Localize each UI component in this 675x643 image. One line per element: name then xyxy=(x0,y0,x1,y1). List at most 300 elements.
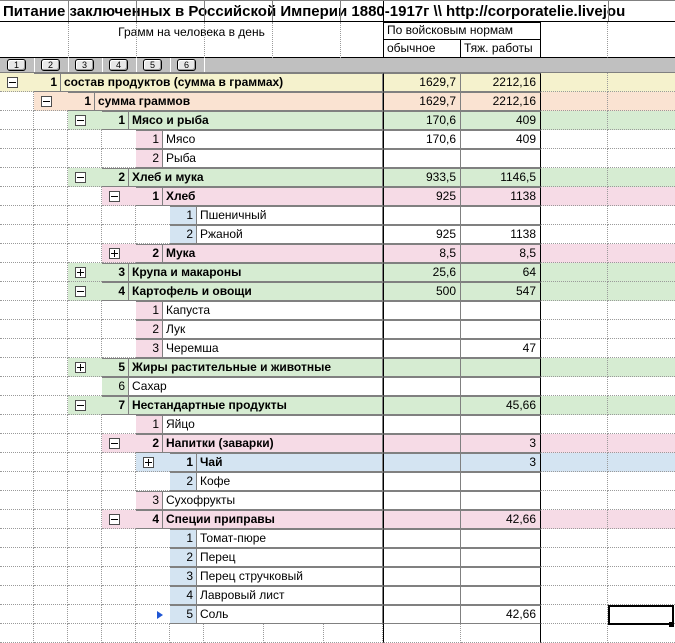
value-cell-normal[interactable] xyxy=(383,377,461,396)
empty-cell[interactable] xyxy=(541,415,608,434)
empty-cell[interactable] xyxy=(608,244,675,263)
empty-cell[interactable] xyxy=(608,282,675,301)
outline-gutter-cell xyxy=(0,434,34,453)
table-row[interactable] xyxy=(0,377,675,396)
row-label-cell[interactable]: Томат-пюре xyxy=(197,529,383,548)
value-cell-hard-labor[interactable] xyxy=(461,415,541,434)
value-cell-normal[interactable] xyxy=(383,453,461,472)
row-label-cell[interactable]: Крупа и макароны xyxy=(129,263,383,282)
row-index-cell[interactable]: 6 xyxy=(102,377,129,396)
row-index-cell[interactable]: 5 xyxy=(102,358,129,377)
collapse-group-icon[interactable] xyxy=(109,514,120,525)
row-index-cell[interactable]: 2 xyxy=(102,168,129,187)
table-row[interactable] xyxy=(0,472,675,491)
empty-cell[interactable] xyxy=(541,282,608,301)
outline-gutter-cell xyxy=(102,301,136,320)
empty-cell[interactable] xyxy=(541,263,608,282)
outline-gutter-cell xyxy=(68,415,102,434)
value-cell-hard-labor[interactable] xyxy=(461,472,541,491)
empty-cell[interactable] xyxy=(264,624,324,643)
row-label-cell[interactable]: Перец стручковый xyxy=(197,567,383,586)
row-index-cell[interactable]: 2 xyxy=(170,225,197,244)
outline-level-button-1[interactable]: 1 xyxy=(7,59,26,71)
outline-level-button-4[interactable]: 4 xyxy=(109,59,128,71)
outline-gutter-cell xyxy=(0,168,34,187)
table-row[interactable] xyxy=(0,529,675,548)
header-gridline xyxy=(136,22,137,58)
outline-level-button-3[interactable]: 3 xyxy=(75,59,94,71)
row-index-cell[interactable]: 1 xyxy=(136,130,163,149)
value-cell-normal[interactable] xyxy=(383,567,461,586)
outline-gutter-cell xyxy=(34,396,68,415)
outline-gutter-cell xyxy=(34,149,68,168)
value-cell-hard-labor[interactable]: 2212,16 xyxy=(461,73,541,92)
table-row[interactable] xyxy=(0,282,675,301)
value-cell-normal[interactable]: 25,6 xyxy=(383,263,461,282)
row-index-cell[interactable]: 3 xyxy=(136,491,163,510)
empty-cell[interactable] xyxy=(102,624,136,643)
empty-cell[interactable] xyxy=(541,301,608,320)
empty-cell[interactable] xyxy=(541,92,608,111)
value-cell-hard-labor[interactable]: 409 xyxy=(461,111,541,130)
table-row[interactable] xyxy=(0,320,675,339)
row-index-cell[interactable]: 1 xyxy=(170,529,197,548)
empty-cell[interactable] xyxy=(608,206,675,225)
empty-cell[interactable] xyxy=(608,73,675,92)
outline-gutter-cell xyxy=(102,149,136,168)
outline-gutter-cell xyxy=(0,130,34,149)
row-index-cell[interactable]: 2 xyxy=(136,320,163,339)
empty-cell[interactable] xyxy=(608,111,675,130)
collapse-group-icon[interactable] xyxy=(109,191,120,202)
value-cell-hard-labor[interactable]: 42,66 xyxy=(461,605,541,624)
outline-gutter-cell xyxy=(68,491,102,510)
value-cell-normal[interactable]: 925 xyxy=(383,187,461,206)
empty-cell[interactable] xyxy=(541,377,608,396)
empty-cell[interactable] xyxy=(608,225,675,244)
table-row[interactable] xyxy=(0,548,675,567)
row-label-cell[interactable]: Соль xyxy=(197,605,383,624)
row-label-cell[interactable]: Мясо и рыба xyxy=(129,111,383,130)
value-cell-hard-labor[interactable] xyxy=(461,491,541,510)
empty-cell[interactable] xyxy=(608,472,675,491)
empty-cell[interactable] xyxy=(541,548,608,567)
value-cell-normal[interactable] xyxy=(383,149,461,168)
empty-cell[interactable] xyxy=(541,434,608,453)
value-cell-hard-labor[interactable]: 3 xyxy=(461,453,541,472)
outline-gutter-cell xyxy=(0,282,34,301)
outline-gutter-cell xyxy=(34,320,68,339)
value-cell-normal[interactable] xyxy=(383,605,461,624)
row-index-cell[interactable]: 1 xyxy=(170,453,197,472)
value-cell-normal[interactable] xyxy=(383,396,461,415)
empty-cell[interactable] xyxy=(541,320,608,339)
row-label-cell[interactable]: сумма граммов xyxy=(95,92,383,111)
value-cell-normal[interactable]: 1629,7 xyxy=(383,92,461,111)
outline-level-button-2[interactable]: 2 xyxy=(41,59,60,71)
collapse-group-icon[interactable] xyxy=(7,77,18,88)
row-label-cell[interactable]: Капуста xyxy=(163,301,383,320)
value-cell-normal[interactable] xyxy=(383,301,461,320)
outline-gutter-cell xyxy=(136,472,170,491)
outline-gutter-cell xyxy=(0,206,34,225)
empty-cell[interactable] xyxy=(608,624,675,643)
empty-cell[interactable] xyxy=(541,168,608,187)
header-empty-cell xyxy=(541,22,608,58)
empty-cell[interactable] xyxy=(608,434,675,453)
table-row[interactable] xyxy=(0,358,675,377)
fill-handle[interactable] xyxy=(669,622,674,627)
empty-cell[interactable] xyxy=(541,358,608,377)
collapse-group-icon[interactable] xyxy=(109,438,120,449)
header-gridline xyxy=(204,22,205,58)
value-cell-hard-labor[interactable]: 1146,5 xyxy=(461,168,541,187)
table-row[interactable] xyxy=(0,339,675,358)
row-label-cell[interactable]: Перец xyxy=(197,548,383,567)
empty-cell[interactable] xyxy=(608,491,675,510)
row-label-cell[interactable]: Пшеничный xyxy=(197,206,383,225)
empty-cell[interactable] xyxy=(541,396,608,415)
table-row[interactable] xyxy=(0,434,675,453)
outline-gutter-cell xyxy=(0,377,34,396)
value-cell-hard-labor[interactable]: 547 xyxy=(461,282,541,301)
value-cell-normal[interactable] xyxy=(383,510,461,529)
empty-cell[interactable] xyxy=(608,187,675,206)
empty-cell[interactable] xyxy=(608,301,675,320)
value-cell-hard-labor[interactable] xyxy=(461,206,541,225)
outline-gutter-cell xyxy=(136,225,170,244)
empty-cell[interactable] xyxy=(541,453,608,472)
value-cell-normal[interactable] xyxy=(383,206,461,225)
outline-gutter-cell xyxy=(136,206,170,225)
collapse-group-icon[interactable] xyxy=(75,400,86,411)
row-index-cell[interactable]: 3 xyxy=(102,263,129,282)
row-label-cell[interactable]: Ржаной xyxy=(197,225,383,244)
value-cell-hard-labor[interactable] xyxy=(461,358,541,377)
row-label-cell[interactable]: Хлеб и мука xyxy=(129,168,383,187)
outline-gutter-cell xyxy=(68,301,102,320)
table-row[interactable] xyxy=(0,453,675,472)
empty-cell[interactable] xyxy=(608,586,675,605)
outline-gutter-cell xyxy=(68,130,102,149)
expand-group-icon[interactable] xyxy=(109,248,120,259)
value-cell-normal[interactable]: 925 xyxy=(383,225,461,244)
value-cell-hard-labor[interactable]: 64 xyxy=(461,263,541,282)
value-cell-hard-labor[interactable]: 2212,16 xyxy=(461,92,541,111)
value-cell-normal[interactable] xyxy=(383,339,461,358)
empty-cell[interactable] xyxy=(541,206,608,225)
empty-cell[interactable] xyxy=(383,624,461,643)
empty-cell[interactable] xyxy=(541,529,608,548)
row-index-cell[interactable]: 4 xyxy=(136,510,163,529)
value-cell-hard-labor[interactable] xyxy=(461,586,541,605)
row-label-cell[interactable]: Специи приправы xyxy=(163,510,383,529)
expand-group-icon[interactable] xyxy=(75,267,86,278)
empty-cell[interactable] xyxy=(608,358,675,377)
value-cell-normal[interactable]: 500 xyxy=(383,282,461,301)
outline-toggle-cell xyxy=(136,605,170,624)
value-cell-normal[interactable]: 170,6 xyxy=(383,130,461,149)
empty-cell[interactable] xyxy=(170,624,204,643)
collapse-group-icon[interactable] xyxy=(75,172,86,183)
value-cell-normal[interactable]: 933,5 xyxy=(383,168,461,187)
outline-gutter-cell xyxy=(68,434,102,453)
empty-cell[interactable] xyxy=(608,92,675,111)
outline-gutter-cell xyxy=(68,529,102,548)
outline-gutter-cell xyxy=(34,225,68,244)
value-cell-normal[interactable] xyxy=(383,586,461,605)
value-cell-normal[interactable]: 8,5 xyxy=(383,244,461,263)
value-cell-hard-labor[interactable]: 45,66 xyxy=(461,396,541,415)
row-index-cell[interactable]: 1 xyxy=(102,111,129,130)
value-cell-normal[interactable]: 170,6 xyxy=(383,111,461,130)
empty-cell[interactable] xyxy=(541,567,608,586)
row-index-cell[interactable]: 2 xyxy=(136,434,163,453)
row-label-cell[interactable]: Напитки (заварки) xyxy=(163,434,383,453)
value-cell-normal[interactable] xyxy=(383,529,461,548)
table-row[interactable] xyxy=(0,225,675,244)
column-header-normal: обычное xyxy=(383,40,461,58)
value-cell-hard-labor[interactable] xyxy=(461,301,541,320)
outline-gutter-cell xyxy=(34,244,68,263)
value-cell-hard-labor[interactable]: 8,5 xyxy=(461,244,541,263)
empty-cell[interactable] xyxy=(541,187,608,206)
empty-cell[interactable] xyxy=(608,396,675,415)
row-label-cell[interactable]: Рыба xyxy=(163,149,383,168)
row-label-cell[interactable]: Кофе xyxy=(197,472,383,491)
row-label-cell[interactable]: Сухофрукты xyxy=(163,491,383,510)
value-cell-hard-labor[interactable]: 1138 xyxy=(461,225,541,244)
value-cell-hard-labor[interactable]: 409 xyxy=(461,130,541,149)
row-label-cell[interactable]: Лавровый лист xyxy=(197,586,383,605)
empty-cell[interactable] xyxy=(34,624,68,643)
empty-cell[interactable] xyxy=(541,73,608,92)
row-index-cell[interactable]: 2 xyxy=(136,244,163,263)
outline-gutter-cell xyxy=(0,567,34,586)
value-cell-hard-labor[interactable]: 47 xyxy=(461,339,541,358)
outline-gutter-cell xyxy=(34,491,68,510)
empty-cell[interactable] xyxy=(608,377,675,396)
empty-cell[interactable] xyxy=(541,130,608,149)
value-cell-hard-labor[interactable] xyxy=(461,548,541,567)
row-label-cell[interactable]: Мука xyxy=(163,244,383,263)
table-row[interactable] xyxy=(0,586,675,605)
empty-cell[interactable] xyxy=(541,149,608,168)
collapse-group-icon[interactable] xyxy=(75,286,86,297)
row-index-cell[interactable]: 3 xyxy=(170,567,197,586)
value-cell-normal[interactable] xyxy=(383,434,461,453)
table-row[interactable] xyxy=(0,187,675,206)
empty-cell[interactable] xyxy=(541,605,608,624)
row-index-cell[interactable]: 7 xyxy=(102,396,129,415)
empty-cell[interactable] xyxy=(608,510,675,529)
table-row[interactable] xyxy=(0,168,675,187)
value-cell-hard-labor[interactable] xyxy=(461,567,541,586)
expand-group-icon[interactable] xyxy=(143,457,154,468)
value-cell-hard-labor[interactable] xyxy=(461,377,541,396)
row-label-cell[interactable]: Сахар xyxy=(129,377,383,396)
collapse-group-icon[interactable] xyxy=(41,96,52,107)
empty-cell[interactable] xyxy=(608,548,675,567)
row-index-cell[interactable]: 1 xyxy=(170,206,197,225)
row-index-cell[interactable]: 1 xyxy=(136,301,163,320)
empty-cell[interactable] xyxy=(461,624,541,643)
empty-cell[interactable] xyxy=(68,624,102,643)
empty-cell[interactable] xyxy=(608,149,675,168)
value-cell-normal[interactable] xyxy=(383,548,461,567)
value-cell-normal[interactable]: 1629,7 xyxy=(383,73,461,92)
outline-gutter-cell xyxy=(0,415,34,434)
table-row[interactable] xyxy=(0,263,675,282)
outline-gutter-cell xyxy=(0,320,34,339)
empty-cell[interactable] xyxy=(608,130,675,149)
row-label-cell[interactable]: Картофель и овощи xyxy=(129,282,383,301)
empty-cell[interactable] xyxy=(0,624,34,643)
outline-gutter-cell xyxy=(34,529,68,548)
empty-cell[interactable] xyxy=(541,472,608,491)
value-cell-hard-labor[interactable] xyxy=(461,320,541,339)
row-index-cell[interactable]: 2 xyxy=(136,149,163,168)
outline-gutter-cell xyxy=(102,225,136,244)
value-cell-hard-labor[interactable]: 3 xyxy=(461,434,541,453)
value-cell-hard-labor[interactable] xyxy=(461,529,541,548)
row-label-cell[interactable]: Черемша xyxy=(163,339,383,358)
row-label-cell[interactable]: Яйцо xyxy=(163,415,383,434)
outline-gutter-cell xyxy=(0,339,34,358)
table-row[interactable] xyxy=(0,396,675,415)
outline-gutter-cell xyxy=(0,491,34,510)
outline-gutter-cell xyxy=(68,149,102,168)
value-cell-normal[interactable] xyxy=(383,320,461,339)
outline-gutter-cell xyxy=(0,472,34,491)
empty-cell[interactable] xyxy=(541,225,608,244)
empty-cell[interactable] xyxy=(541,586,608,605)
row-label-cell[interactable]: Хлеб xyxy=(163,187,383,206)
outline-gutter-cell xyxy=(0,548,34,567)
table-row[interactable] xyxy=(0,244,675,263)
empty-cell[interactable] xyxy=(136,624,170,643)
empty-cell[interactable] xyxy=(608,453,675,472)
row-index-cell[interactable]: 1 xyxy=(136,187,163,206)
empty-cell[interactable] xyxy=(541,624,608,643)
table-row[interactable] xyxy=(0,605,675,624)
empty-cell[interactable] xyxy=(608,567,675,586)
empty-cell[interactable] xyxy=(608,320,675,339)
outline-level-bar[interactable] xyxy=(0,58,675,73)
outline-gutter-cell xyxy=(102,548,136,567)
outline-gutter-cell xyxy=(102,491,136,510)
empty-grid-row[interactable] xyxy=(0,624,675,643)
row-index-cell[interactable]: 1 xyxy=(68,92,95,111)
empty-cell[interactable] xyxy=(541,339,608,358)
collapse-group-icon[interactable] xyxy=(75,115,86,126)
table-row[interactable] xyxy=(0,206,675,225)
outline-gutter-cell xyxy=(102,130,136,149)
row-label-cell[interactable]: Чай xyxy=(197,453,383,472)
outline-gutter-cell xyxy=(102,320,136,339)
value-cell-normal[interactable] xyxy=(383,358,461,377)
outline-gutter-cell xyxy=(34,339,68,358)
table-row[interactable] xyxy=(0,73,675,92)
row-index-cell[interactable]: 1 xyxy=(136,415,163,434)
table-row[interactable] xyxy=(0,415,675,434)
table-row[interactable] xyxy=(0,111,675,130)
value-cell-hard-labor[interactable]: 42,66 xyxy=(461,510,541,529)
row-index-cell[interactable]: 2 xyxy=(170,472,197,491)
outline-gutter-cell xyxy=(0,396,34,415)
empty-cell[interactable] xyxy=(608,263,675,282)
title-gridline xyxy=(608,1,609,21)
empty-cell[interactable] xyxy=(541,244,608,263)
title-gridline xyxy=(68,1,69,21)
outline-gutter-cell xyxy=(34,453,68,472)
empty-cell[interactable] xyxy=(608,339,675,358)
outline-gutter-cell xyxy=(34,168,68,187)
row-label-cell[interactable]: состав продуктов (сумма в граммах) xyxy=(61,73,383,92)
row-index-cell[interactable]: 2 xyxy=(170,548,197,567)
outline-gutter-cell xyxy=(68,187,102,206)
outline-gutter-cell xyxy=(68,453,102,472)
row-index-cell[interactable]: 4 xyxy=(170,586,197,605)
row-label-cell[interactable]: Нестандартные продукты xyxy=(129,396,383,415)
row-index-cell[interactable]: 1 xyxy=(34,73,61,92)
table-row[interactable] xyxy=(0,301,675,320)
row-index-cell[interactable]: 3 xyxy=(136,339,163,358)
outline-gutter-cell xyxy=(34,510,68,529)
empty-cell[interactable] xyxy=(541,111,608,130)
lvlbar-sep xyxy=(204,58,205,72)
row-label-cell[interactable]: Жиры растительные и животные xyxy=(129,358,383,377)
empty-cell[interactable] xyxy=(608,168,675,187)
empty-cell[interactable] xyxy=(204,624,264,643)
row-index-cell[interactable]: 4 xyxy=(102,282,129,301)
outline-gutter-cell xyxy=(68,377,102,396)
outline-gutter-cell xyxy=(34,415,68,434)
row-label-cell[interactable]: Лук xyxy=(163,320,383,339)
table-row[interactable] xyxy=(0,92,675,111)
empty-cell[interactable] xyxy=(541,510,608,529)
outline-gutter-cell xyxy=(68,605,102,624)
table-row[interactable] xyxy=(0,510,675,529)
outline-gutter-cell xyxy=(34,282,68,301)
outline-level-button-5[interactable]: 5 xyxy=(143,59,162,71)
value-cell-hard-labor[interactable] xyxy=(461,149,541,168)
empty-cell[interactable] xyxy=(608,529,675,548)
outline-gutter-cell xyxy=(34,358,68,377)
outline-level-button-6[interactable]: 6 xyxy=(177,59,196,71)
empty-cell[interactable] xyxy=(608,415,675,434)
empty-cell[interactable] xyxy=(324,624,383,643)
table-row[interactable] xyxy=(0,491,675,510)
value-cell-normal[interactable] xyxy=(383,491,461,510)
outline-gutter-cell xyxy=(0,263,34,282)
row-label-cell[interactable]: Мясо xyxy=(163,130,383,149)
table-row[interactable] xyxy=(0,567,675,586)
table-row[interactable] xyxy=(0,130,675,149)
outline-gutter-cell xyxy=(34,206,68,225)
outline-gutter-cell xyxy=(68,225,102,244)
value-cell-normal[interactable] xyxy=(383,472,461,491)
empty-cell[interactable] xyxy=(541,491,608,510)
expand-group-icon[interactable] xyxy=(75,362,86,373)
data-grid[interactable] xyxy=(0,73,675,621)
row-index-cell[interactable]: 5 xyxy=(170,605,197,624)
value-cell-normal[interactable] xyxy=(383,415,461,434)
empty-cell[interactable] xyxy=(608,605,675,624)
value-cell-hard-labor[interactable]: 1138 xyxy=(461,187,541,206)
table-row[interactable] xyxy=(0,149,675,168)
outline-gutter-cell xyxy=(68,339,102,358)
